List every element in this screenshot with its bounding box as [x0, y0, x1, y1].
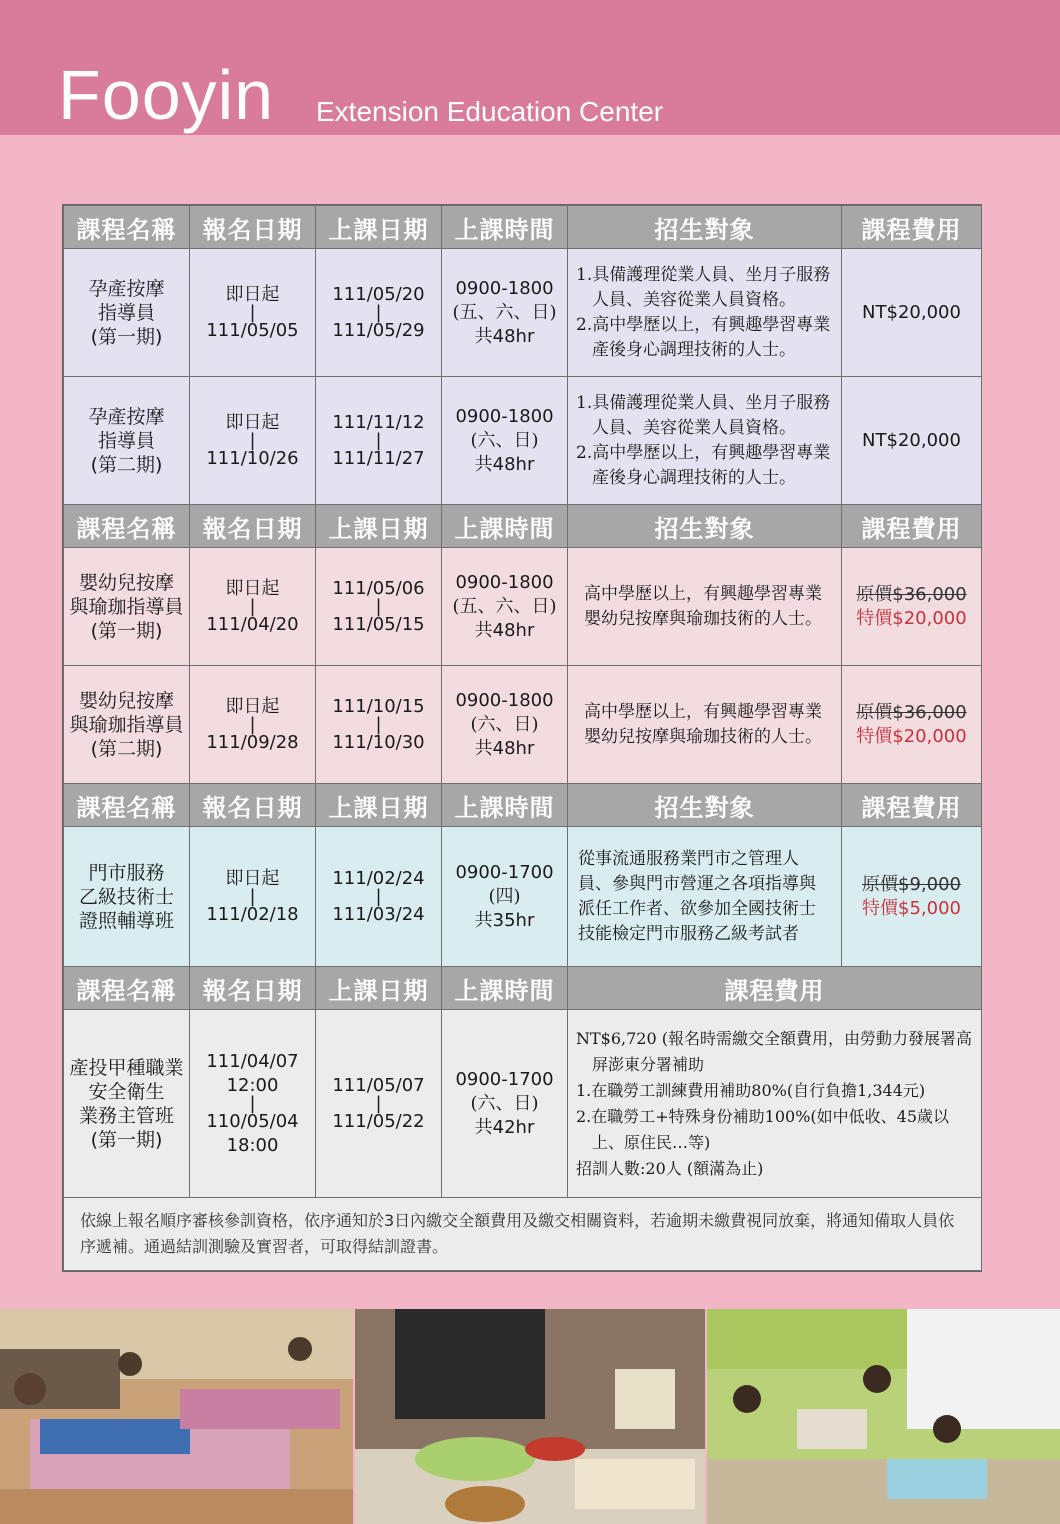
table-row [64, 1010, 982, 1198]
course-table [62, 204, 982, 1272]
table-row [64, 666, 982, 784]
course-name-line: 與瑜珈指導員 [69, 595, 184, 618]
course-name-line: (第二期) [90, 737, 163, 760]
fee-cell: NT$20,000 [842, 377, 982, 505]
target-cell [568, 377, 842, 505]
col-header-name: 課程名稱 [64, 206, 190, 249]
course-name-line: 孕產按摩 [88, 277, 165, 300]
signup-date-cell [190, 548, 316, 666]
signup-date-cell [190, 1010, 316, 1198]
table-header-row [64, 967, 982, 1010]
class-time-cell [442, 1010, 568, 1198]
photo-strip [0, 1309, 1060, 1524]
signup-line: 即日起 [225, 577, 280, 599]
col-header-class-date: 上課日期 [316, 967, 442, 1010]
target-cell: 高中學歷以上，有興趣學習專業嬰幼兒按摩與瑜珈技術的人士。 [568, 548, 842, 666]
special-price: 特價$5,000 [862, 897, 961, 919]
course-name-line: 與瑜珈指導員 [69, 713, 184, 736]
signup-line: 即日起 [225, 867, 280, 889]
time-line: 0900-1800 [455, 571, 554, 593]
course-name-cell [64, 249, 190, 377]
table-header-row [64, 784, 982, 827]
col-header-name: 課程名稱 [64, 784, 190, 827]
time-line: 共35hr [474, 909, 535, 931]
date-line: 111/05/20 [332, 283, 425, 305]
course-name-line: (第一期) [90, 325, 163, 348]
col-header-class-date: 上課日期 [316, 784, 442, 827]
course-name-line: 乙級技術士 [78, 885, 174, 908]
date-line: | [375, 595, 382, 617]
class-time-cell [442, 377, 568, 505]
class-time-cell [442, 827, 568, 967]
col-header-fee: 課程費用 [842, 505, 982, 548]
signup-line: 即日起 [225, 695, 280, 717]
signup-line: | [249, 885, 256, 907]
col-header-name: 課程名稱 [64, 505, 190, 548]
date-line: 111/05/22 [332, 1110, 425, 1132]
col-header-target: 招生對象 [568, 206, 842, 249]
class-time-cell [442, 548, 568, 666]
course-name-cell [64, 666, 190, 784]
signup-date-cell [190, 827, 316, 967]
col-header-target: 招生對象 [568, 505, 842, 548]
target-line: 2.高中學歷以上，有興趣學習專業產後身心調理技術的人士。 [576, 314, 831, 360]
col-header-class-date: 上課日期 [316, 505, 442, 548]
signup-line: | [249, 1092, 256, 1114]
special-price: 特價$20,000 [856, 607, 967, 629]
signup-line: 110/05/04 [206, 1110, 299, 1132]
signup-date-cell [190, 249, 316, 377]
table-row [64, 377, 982, 505]
date-line: 111/11/27 [332, 447, 425, 469]
time-line: (五、六、日) [452, 301, 557, 323]
course-name-cell [64, 827, 190, 967]
col-header-fee: 課程費用 [568, 967, 982, 1010]
date-line: 111/05/06 [332, 577, 425, 599]
fee-cell: NT$20,000 [842, 249, 982, 377]
class-date-cell [316, 377, 442, 505]
time-line: (六、日) [470, 429, 539, 451]
date-line: | [375, 1092, 382, 1114]
signup-line: | [249, 713, 256, 735]
course-name-line: 指導員 [97, 301, 155, 324]
course-name-line: 證照輔導班 [78, 909, 174, 932]
course-name-cell [64, 1010, 190, 1198]
time-line: (四) [488, 885, 521, 907]
signup-line: 18:00 [226, 1134, 279, 1156]
target-cell: 從事流通服務業門市之管理人員、參與門市營運之各項指導與派任工作者、欲參加全國技術士技能檢定門市服務乙級考試者 [568, 827, 842, 967]
signup-line: 即日起 [225, 411, 280, 433]
signup-line: 即日起 [225, 283, 280, 305]
enrollment-note: 依線上報名順序審核參訓資格，依序通知於3日內繳交全額費用及繳交相關資料，若逾期未繳費視同放棄，將通知備取人員依序遞補。通過結訓測驗及實習者，可取得結訓證書。 [64, 1198, 982, 1271]
time-line: 共48hr [474, 737, 535, 759]
signup-line: 12:00 [226, 1074, 279, 1096]
time-line: 0900-1700 [455, 1068, 554, 1090]
course-name-line: (第二期) [90, 453, 163, 476]
col-header-class-date: 上課日期 [316, 206, 442, 249]
time-line: 共42hr [474, 1116, 535, 1138]
time-line: 0900-1800 [455, 405, 554, 427]
course-name-cell [64, 548, 190, 666]
course-name-line: 業務主管班 [78, 1104, 174, 1127]
target-line: 1.具備護理從業人員、坐月子服務人員、美容從業人員資格。 [576, 392, 831, 438]
baby-massage-class-photo [707, 1309, 1060, 1524]
table-row [64, 827, 982, 967]
date-line: 111/10/15 [332, 695, 425, 717]
course-name-line: 產投甲種職業 [69, 1056, 184, 1079]
col-header-fee: 課程費用 [842, 784, 982, 827]
time-line: (六、日) [470, 713, 539, 735]
table-header-row [64, 206, 982, 249]
class-date-cell [316, 249, 442, 377]
fee-detail-line: NT$6,720 (報名時需繳交全額費用，由勞動力發展署高屏澎東分署補助 [576, 1028, 972, 1074]
original-price: 原價$36,000 [856, 583, 967, 605]
col-header-class-time: 上課時間 [442, 505, 568, 548]
course-name-line: 安全衛生 [88, 1080, 165, 1103]
class-time-cell [442, 666, 568, 784]
col-header-class-time: 上課時間 [442, 206, 568, 249]
signup-line: | [249, 429, 256, 451]
col-header-class-time: 上課時間 [442, 967, 568, 1010]
course-name-line: 指導員 [97, 429, 155, 452]
signup-line: 111/09/28 [206, 731, 299, 753]
signup-line: | [249, 595, 256, 617]
signup-line: 111/10/26 [206, 447, 299, 469]
fee-cell [842, 548, 982, 666]
table-header-row [64, 505, 982, 548]
col-header-target: 招生對象 [568, 784, 842, 827]
original-price: 原價$9,000 [862, 873, 961, 895]
signup-date-cell [190, 666, 316, 784]
col-header-signup: 報名日期 [190, 784, 316, 827]
special-price: 特價$20,000 [856, 725, 967, 747]
fee-detail-line: 1.在職勞工訓練費用補助80%(自行負擔1,344元) [576, 1080, 926, 1100]
time-line: 0900-1800 [455, 277, 554, 299]
table-row [64, 548, 982, 666]
date-line: 111/03/24 [332, 903, 425, 925]
date-line: | [375, 301, 382, 323]
signup-line: 111/05/05 [206, 319, 299, 341]
class-date-cell [316, 827, 442, 967]
date-line: 111/05/15 [332, 613, 425, 635]
col-header-name: 課程名稱 [64, 967, 190, 1010]
class-date-cell [316, 666, 442, 784]
fee-detail-line: 招訓人數:20人 (額滿為止) [576, 1158, 764, 1178]
massage-class-photo [0, 1309, 353, 1524]
signup-line: | [249, 301, 256, 323]
course-name-line: 孕產按摩 [88, 405, 165, 428]
course-name-line: (第一期) [90, 619, 163, 642]
target-cell: 高中學歷以上，有興趣學習專業嬰幼兒按摩與瑜珈技術的人士。 [568, 666, 842, 784]
date-line: | [375, 885, 382, 907]
target-cell [568, 249, 842, 377]
food-prep-photo [355, 1309, 705, 1524]
date-line: 111/05/07 [332, 1074, 425, 1096]
col-header-signup: 報名日期 [190, 505, 316, 548]
brand-title: Fooyin [58, 56, 275, 134]
table-row [64, 249, 982, 377]
time-line: 0900-1800 [455, 689, 554, 711]
col-header-class-time: 上課時間 [442, 784, 568, 827]
col-header-signup: 報名日期 [190, 206, 316, 249]
course-name-line: 門市服務 [88, 861, 165, 884]
date-line: 111/05/29 [332, 319, 425, 341]
class-date-cell [316, 1010, 442, 1198]
brand-tagline: Extension Education Center [316, 96, 664, 127]
time-line: 共48hr [474, 619, 535, 641]
course-name-line: (第一期) [90, 1128, 163, 1151]
col-header-fee: 課程費用 [842, 206, 982, 249]
date-line: | [375, 713, 382, 735]
date-line: 111/02/24 [332, 867, 425, 889]
signup-line: 111/02/18 [206, 903, 299, 925]
original-price: 原價$36,000 [856, 701, 967, 723]
time-line: 共48hr [474, 453, 535, 475]
signup-line: 111/04/07 [206, 1050, 299, 1072]
header-banner [0, 0, 1060, 135]
signup-date-cell [190, 377, 316, 505]
note-row [64, 1198, 982, 1271]
target-line: 2.高中學歷以上，有興趣學習專業產後身心調理技術的人士。 [576, 442, 831, 488]
class-date-cell [316, 548, 442, 666]
col-header-signup: 報名日期 [190, 967, 316, 1010]
course-name-line: 嬰幼兒按摩 [78, 571, 174, 594]
class-time-cell [442, 249, 568, 377]
time-line: (五、六、日) [452, 595, 557, 617]
time-line: 0900-1700 [455, 861, 554, 883]
fee-detail-cell [568, 1010, 982, 1198]
course-name-line: 嬰幼兒按摩 [78, 689, 174, 712]
course-name-cell [64, 377, 190, 505]
date-line: | [375, 429, 382, 451]
signup-line: 111/04/20 [206, 613, 299, 635]
fee-cell [842, 666, 982, 784]
time-line: (六、日) [470, 1092, 539, 1114]
date-line: 111/11/12 [332, 411, 425, 433]
target-line: 1.具備護理從業人員、坐月子服務人員、美容從業人員資格。 [576, 264, 831, 310]
date-line: 111/10/30 [332, 731, 425, 753]
fee-cell [842, 827, 982, 967]
fee-detail-line: 2.在職勞工+特殊身份補助100%(如中低收、45歲以上、原住民…等) [576, 1106, 950, 1152]
time-line: 共48hr [474, 325, 535, 347]
